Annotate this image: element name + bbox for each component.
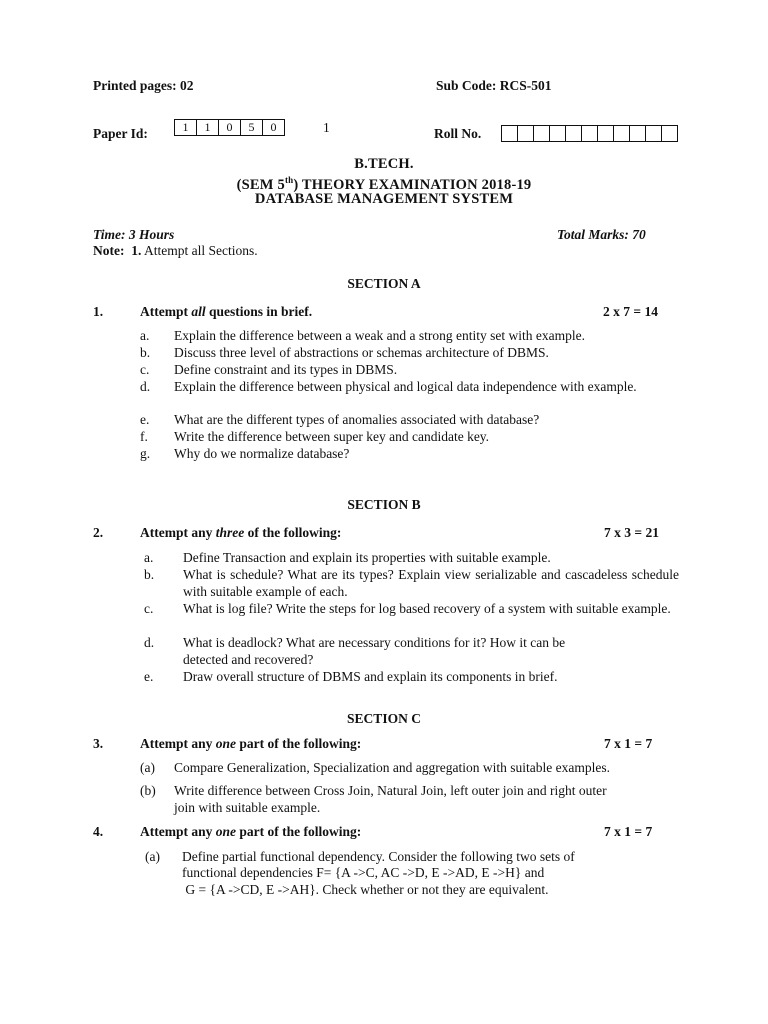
- paper-id-digit: 0: [262, 119, 285, 136]
- note: Note: 1. Attempt all Sections.: [93, 243, 258, 258]
- sub-code: Sub Code: RCS-501: [436, 78, 552, 93]
- question-instruction: Attempt all questions in brief.: [140, 304, 313, 319]
- paper-id-digit: 1: [174, 119, 197, 136]
- question-number: 3.: [93, 736, 104, 751]
- section-a-heading: SECTION A: [347, 276, 421, 291]
- paper-id-tail: 1: [323, 120, 330, 135]
- total-marks: Total Marks: 70: [557, 227, 646, 242]
- paper-id-digit: 0: [218, 119, 241, 136]
- paper-id-digit: 1: [196, 119, 219, 136]
- question-marks: 7 x 3 = 21: [604, 525, 659, 540]
- question-instruction: Attempt any three of the following:: [140, 525, 342, 540]
- roll-no-boxes[interactable]: [502, 125, 678, 142]
- printed-pages: Printed pages: 02: [93, 78, 194, 93]
- question-number: 4.: [93, 824, 104, 839]
- degree-title: B.TECH.: [354, 156, 414, 172]
- question-number: 1.: [93, 304, 104, 319]
- paper-id-boxes: [175, 119, 285, 136]
- question-marks: 7 x 1 = 7: [604, 824, 653, 839]
- paper-id-label: Paper Id:: [93, 126, 148, 141]
- question-marks: 7 x 1 = 7: [604, 736, 653, 751]
- question-instruction: Attempt any one part of the following:: [140, 736, 362, 751]
- paper-id-digit: 5: [240, 119, 263, 136]
- question-instruction: Attempt any one part of the following:: [140, 824, 362, 839]
- section-c-heading: SECTION C: [347, 711, 421, 726]
- roll-no-label: Roll No.: [434, 126, 482, 141]
- time-allowed: Time: 3 Hours: [93, 227, 175, 242]
- subject-title: DATABASE MANAGEMENT SYSTEM: [254, 191, 514, 207]
- section-b-heading: SECTION B: [347, 497, 421, 512]
- question-marks: 2 x 7 = 14: [603, 304, 658, 319]
- question-number: 2.: [93, 525, 104, 540]
- exam-title: (SEM 5th) THEORY EXAMINATION 2018-19: [236, 175, 532, 193]
